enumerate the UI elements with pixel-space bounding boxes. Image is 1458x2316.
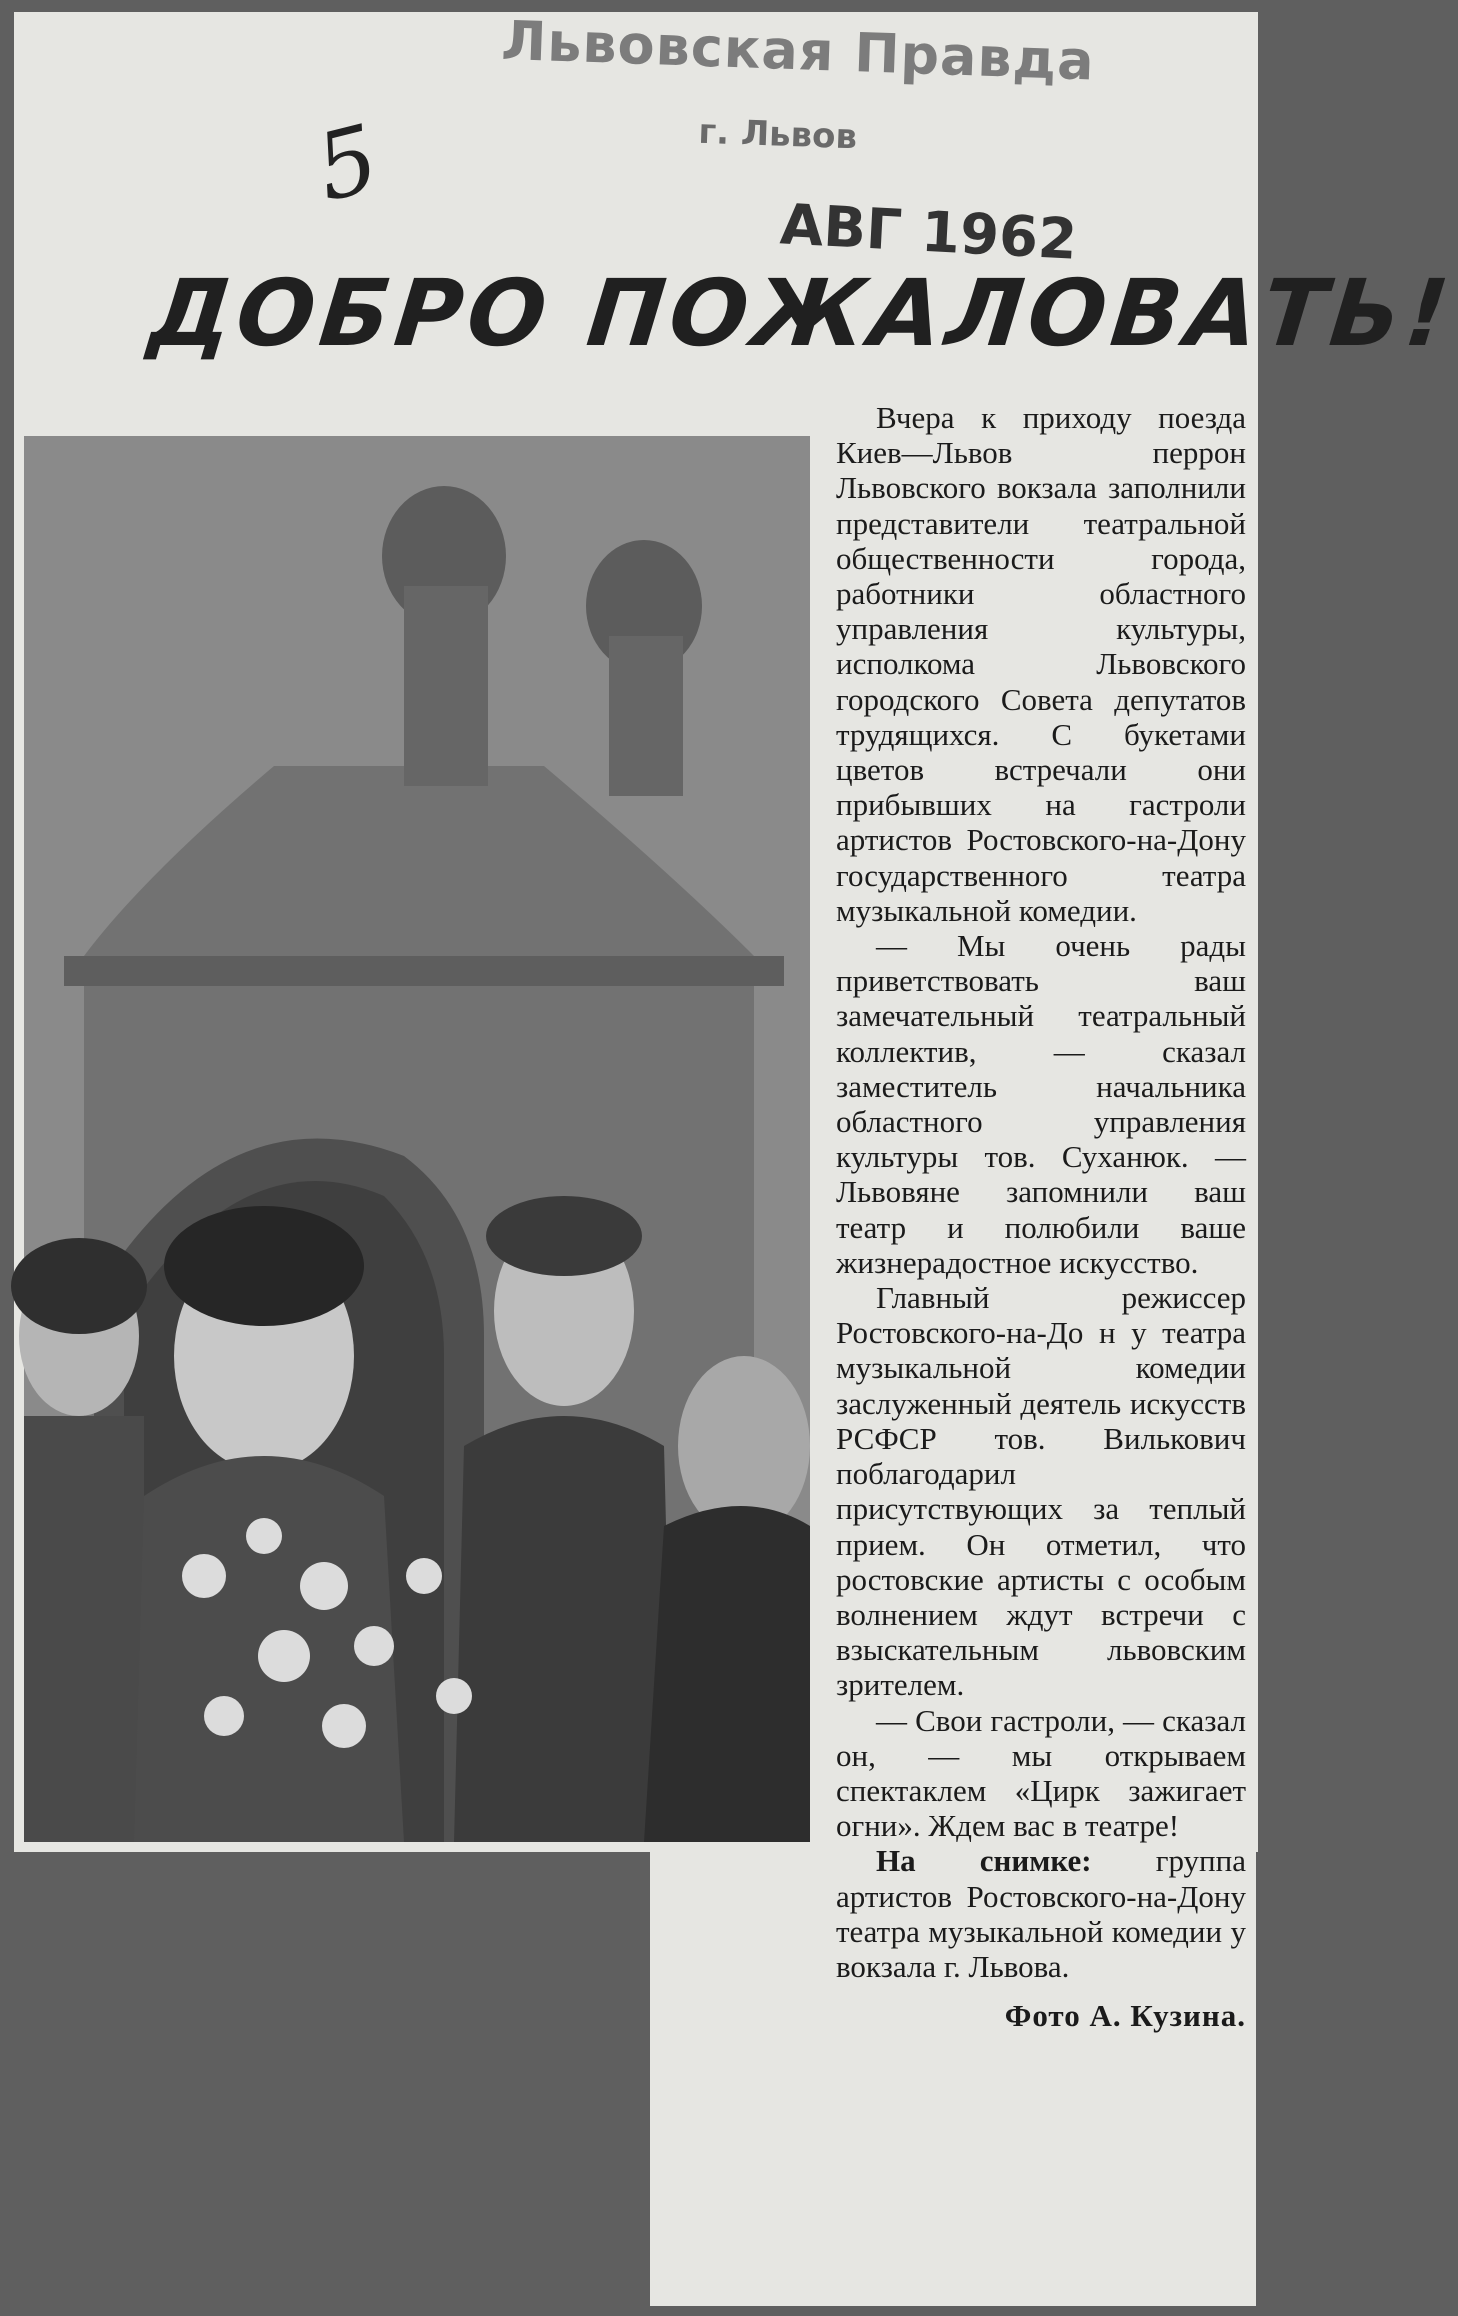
article-paragraph: Вчера к приходу поезда Киев—Львов перрон Львовского вокзала заполнили представители театральной общественности города, работники областного управления культуры, исполкома Львовского городского Совета депутатов трудящихся. С букетами цветов встречали они прибывших на гастроли артистов Ростовского-на-Дону государственного театра музыкальной комедии. [836,400,1246,928]
article-paragraph: — Свои гастроли, — сказал он, — мы открываем спектаклем «Цирк зажигает огни». Ждем вас в театре! [836,1702,1246,1844]
headline: ДОБРО ПОЖАЛОВАТЬ! [144,260,1458,367]
stamp-newspaper-name: Львовская Правда [500,8,1096,93]
article-paragraph: — Мы очень рады приветствовать ваш замечательный театральный коллектив, — сказал заместитель начальника областного управления культуры тов. Суханюк. — Львовяне запомнили ваш театр и полюбили ваше жизнерадостное искусство. [836,928,1246,1280]
handwritten-number: 5 [305,104,389,223]
stamp-date: АВГ 1962 [778,192,1079,273]
article-body [836,400,1246,2033]
caption-label: На снимке: [876,1843,1092,1879]
news-photo [24,436,810,1842]
newspaper-stamp [498,9,1142,171]
article-paragraph: Главный режиссер Ростовского-на-До н у театра музыкальной комедии заслуженный деятель искусств РСФСР тов. Вилькович поблагодарил присутствующих за теплый прием. Он отметил, что ростовские артисты с особым волнением ждут встречи с взыскательным львовским зрителем. [836,1280,1246,1703]
caption-text: группа артистов Ростовского-на-Дону театра музыкальной комедии у вокзала г. Львова. [836,1843,1246,1984]
stamp-city: г. Львов [697,111,858,158]
photo-caption [836,1843,1246,1984]
photo-credit: Фото А. Кузина. [1004,1998,1246,2034]
